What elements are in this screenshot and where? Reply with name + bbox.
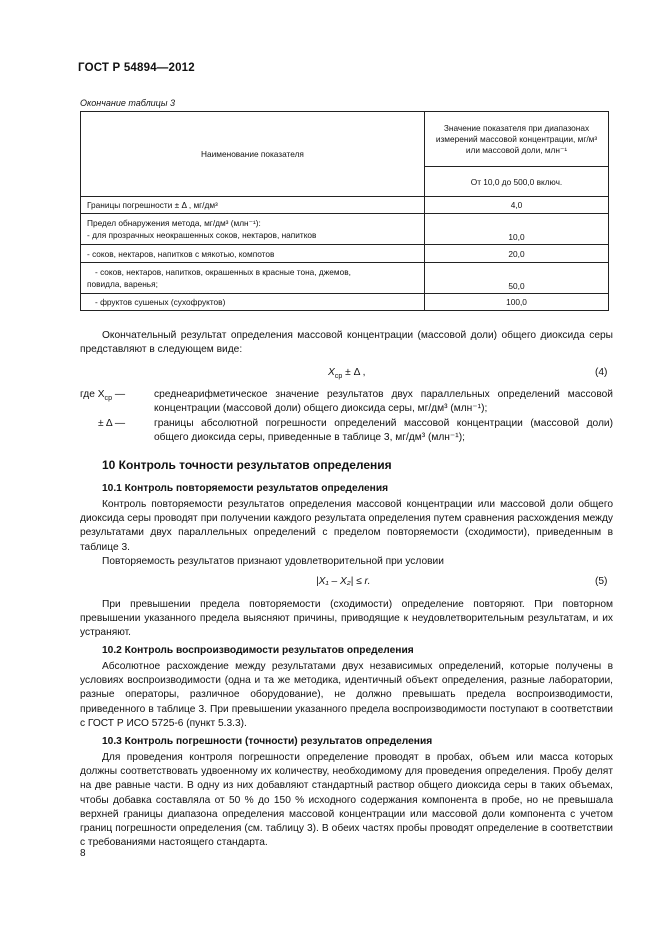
- formula-subscript: ср: [334, 372, 343, 381]
- definition-text: среднеарифметическое значение результатов двух параллельных определений массовой концентрации (массовой доли) общего диоксида серы, мг/дм³ (млн⁻¹);: [154, 389, 613, 415]
- definition-lead: ± Δ —: [98, 418, 126, 429]
- table-3: [80, 111, 609, 311]
- formula-5-number: (5): [595, 576, 608, 587]
- row-name: [81, 214, 425, 245]
- column-header-name: Наименование показателя: [81, 112, 425, 197]
- formula-4-number: (4): [595, 367, 608, 378]
- row-value: 4,0: [425, 197, 609, 214]
- paragraph-10-1-a: Контроль повторяемости результатов определения массовой концентрации или массовой доли общего диоксида серы проводят при получении каждого результата определения путем сравнения расхождения между результатами двух параллельных определений с пределом повторяемости (сходимости), приведенным в таблице 3.: [80, 499, 613, 553]
- paragraph-10-1-c: При превышении предела повторяемости (сходимости) определение повторяют. При повторном превышении указанного предела выясняют причины, приводящие к неудовлетворительным результатам, и их устраняют.: [80, 599, 613, 639]
- table-row: [81, 294, 609, 311]
- formula-rest: ± Δ ,: [342, 367, 366, 378]
- row-name-line: - для прозрачных неокрашенных соков, нектаров, напитков: [87, 230, 317, 240]
- row-name-line: Предел обнаружения метода, мг/дм³ (млн⁻¹):: [87, 218, 261, 228]
- row-name: - фруктов сушеных (сухофруктов): [81, 294, 425, 311]
- table-row: [81, 245, 609, 263]
- table-row: [81, 197, 609, 214]
- paragraph-10-3: Для проведения контроля погрешности определение проводят в пробах, объем или масса которых должны соответствовать удвоенному их количеству, необходимому для проведения определения. Пробу делят на две равные части. В одну из них добавляют стандартный раствор общего диоксида серы в таких объемах, чтобы добавка составляла от 50 % до 150 % исходного содержания компонента в пробе, но не превышала верхней границы диапазона определения массовой концентрации или массовой доли компонента с учетом границ погрешности определения (см. таблицу 3). В обеих частях пробы проводят определение в соответствии с требованиями настоящего стандарта.: [80, 752, 613, 849]
- formula-5: |X₁ – X₂| ≤ r.: [316, 576, 371, 587]
- row-value: 50,0: [425, 263, 609, 294]
- section-10-1-heading: 10.1 Контроль повторяемости результатов определения: [102, 483, 389, 494]
- table-row: [81, 214, 609, 245]
- paragraph-10-1-b: Повторяемость результатов признают удовлетворительной при условии: [102, 556, 444, 567]
- row-value: 10,0: [425, 214, 609, 245]
- column-header-conditions: Значение показателя при диапазонах измерений массовой концентрации, мг/м³ или массовой доли, млн⁻¹: [425, 112, 609, 167]
- row-name-line: повидла, варенья;: [87, 279, 158, 289]
- paragraph-10-2: Абсолютное расхождение между результатами двух независимых определений, которые получены в условиях воспроизводимости (одна и та же методика, идентичный объект определения, разные лаборатории, разные операторы, различное оборудование), не должно превышать предела воспроизводимости, приведенного в таблице 3. При превышении указанного предела воспроизводимости поступают в соответствии с ГОСТ Р ИСО 5725-6 (пункт 5.3.3).: [80, 661, 613, 729]
- document-header: ГОСТ Р 54894—2012: [78, 62, 195, 74]
- table-row: [81, 263, 609, 294]
- row-name: Границы погрешности ± Δ , мг/дм³: [81, 197, 425, 214]
- definition-subscript: ср: [104, 394, 113, 403]
- formula-symbol: X: [328, 367, 335, 378]
- section-10-3-heading: 10.3 Контроль погрешности (точности) результатов определения: [102, 736, 433, 747]
- row-name-line: - соков, нектаров, напитков, окрашенных в красные тона, джемов,: [95, 267, 351, 277]
- row-value: 20,0: [425, 245, 609, 263]
- section-10-heading: 10 Контроль точности результатов определения: [102, 458, 392, 472]
- row-name: - соков, нектаров, напитков с мякотью, компотов: [81, 245, 425, 263]
- row-value: 100,0: [425, 294, 609, 311]
- section-10-2-heading: 10.2 Контроль воспроизводимости результатов определения: [102, 645, 414, 656]
- definition-symbol: где X: [80, 389, 105, 400]
- row-name: [81, 263, 425, 294]
- formula-4: [328, 367, 365, 380]
- definition-dash: —: [112, 389, 126, 400]
- page-number: 8: [80, 848, 86, 859]
- definition-lead: [80, 388, 125, 405]
- column-header-range: От 10,0 до 500,0 включ.: [425, 167, 609, 197]
- definition-text: границы абсолютной погрешности определений массовой концентрации (массовой доли) общего диоксида серы, приведенные в таблице 3, мг/дм³ (млн⁻¹);: [154, 418, 613, 444]
- table-caption: Окончание таблицы 3: [80, 98, 175, 108]
- paragraph-result-form: Окончательный результат определения массовой концентрации (массовой доли) общего диоксида серы представляют в следующем виде:: [80, 330, 613, 356]
